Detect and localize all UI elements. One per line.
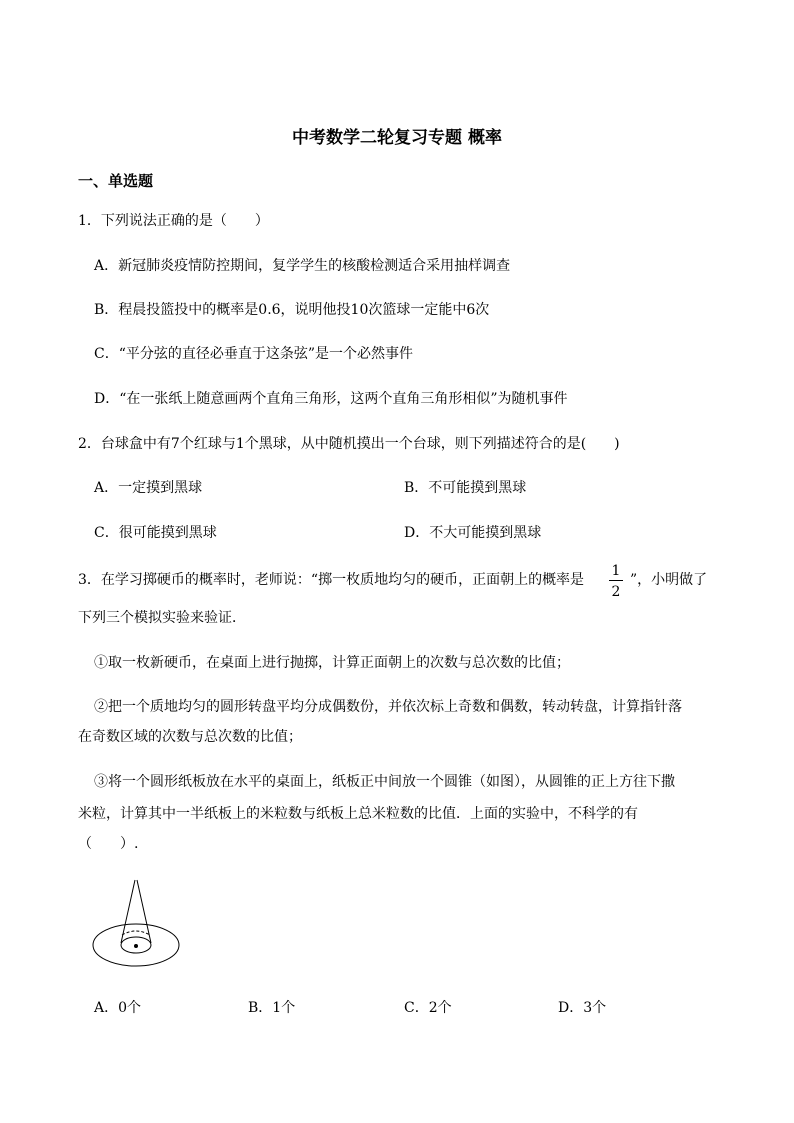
q3-option-a: A．0个: [94, 1000, 142, 1016]
q3-item-2-line1: ②把一个质地均匀的圆形转盘平均分成偶数份，并依次标上奇数和偶数，转动转盘，计算指针落: [94, 699, 682, 715]
fraction-bar: [609, 580, 623, 581]
fraction-numerator: 1: [611, 563, 621, 579]
q2-option-b: B．不可能摸到黑球: [404, 480, 527, 496]
q2-stem: 2．台球盒中有7个红球与1个黑球，从中随机摸出一个台球，则下列描述符合的是( ): [78, 436, 620, 452]
q2-option-d: D．不大可能摸到黑球: [404, 525, 542, 541]
q3-stem-after: ”，小明做了: [630, 572, 708, 588]
cone-left-edge: [121, 880, 135, 943]
q1-option-d: D．“在一张纸上随意画两个直角三角形，这两个直角三角形相似”为随机事件: [94, 391, 568, 407]
q1-option-a: A．新冠肺炎疫情防控期间，复学学生的核酸检测适合采用抽样调查: [94, 258, 511, 274]
page-title: 中考数学二轮复习专题 概率: [292, 128, 502, 148]
q3-item-3-line1: ③将一个圆形纸板放在水平的桌面上，纸板正中间放一个圆锥（如图），从圆锥的正上方往下撒: [94, 774, 675, 790]
q2-option-a: A．一定摸到黑球: [94, 480, 203, 496]
fraction-denominator: 2: [611, 584, 621, 600]
q3-item-3-line3: （ ）.: [78, 836, 139, 852]
q1-option-b: B．程晨投篮投中的概率是0.6，说明他投10次篮球一定能中6次: [94, 302, 490, 318]
q3-option-d: D．3个: [558, 1000, 607, 1016]
q1-stem: 1．下列说法正确的是（ ）: [78, 213, 269, 229]
section-heading: 一、单选题: [78, 172, 154, 190]
q1-option-c: C．“平分弦的直径必垂直于这条弦”是一个必然事件: [94, 346, 414, 362]
cone-right-edge: [137, 880, 151, 943]
q2-option-c: C．很可能摸到黑球: [94, 525, 217, 541]
q3-option-c: C．2个: [404, 1000, 452, 1016]
cone-dashed-arc: [122, 931, 150, 935]
q3-item-2-line2: 在奇数区域的次数与总次数的比值；: [78, 729, 302, 745]
q3-item-1: ①取一枚新硬币，在桌面上进行抛掷，计算正面朝上的次数与总次数的比值；: [94, 655, 570, 671]
q3-option-b: B．1个: [248, 1000, 296, 1016]
q3-stem-before: 3．在学习掷硬币的概率时，老师说：“掷一枚质地均匀的硬币，正面朝上的概率是: [78, 572, 585, 588]
q3-item-3-line2: 米粒，计算其中一半纸板上的米粒数与纸板上总米粒数的比值．上面的实验中，不科学的有: [78, 806, 638, 822]
q3-stem-line2: 下列三个模拟实验来验证．: [78, 610, 246, 626]
cone-center-dot: [134, 944, 138, 948]
cone-figure: [91, 877, 191, 973]
